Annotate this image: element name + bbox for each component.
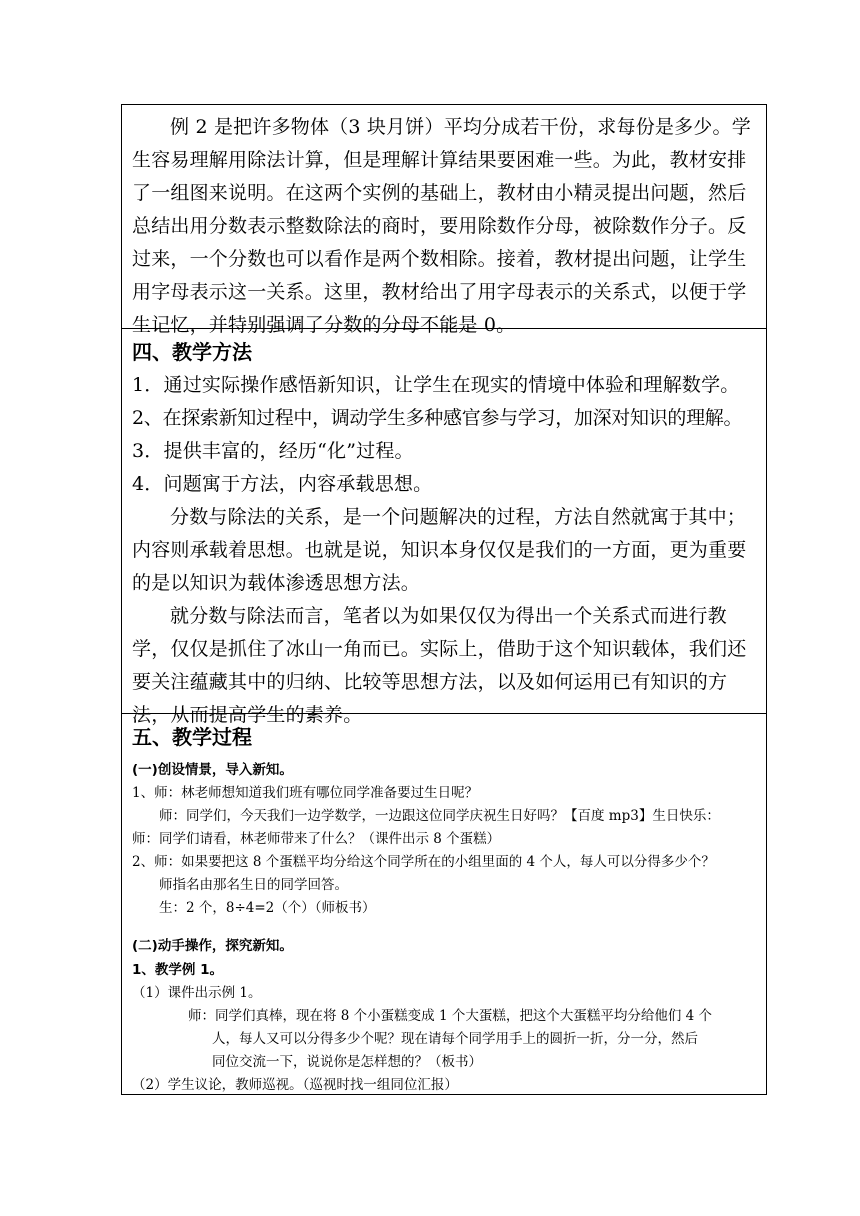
process-line: 同位交流一下，说说你是怎样想的？（板书） [212,1054,482,1070]
lesson-plan-table [121,104,767,1095]
process-line: 生：2 个，8÷4=2（个）（师板书） [159,900,376,916]
teaching-methods-cell [122,329,766,726]
method-item: 4．问题寓于方法，内容承载思想。 [132,473,433,495]
process-line: 师：同学们，今天我们一边学数学，一边跟这位同学庆祝生日好吗？【百度 mp3】生日快乐： [159,808,720,824]
method-paragraph: 就分数与除法而言，笔者以为如果仅仅为得出一个关系式而进行教学，仅仅是抓住了冰山一角而已。实际上，借助于这个知识载体，我们还要关注蕴藏其中的归纳、比较等思想方法，以及如何运用已有知识的方法，从而提高学生的素养。 [132,605,747,726]
part2-subtitle: 1、教学例 1。 [132,962,223,978]
part1-title: (一)创设情景，导入新知。 [132,762,293,778]
method-item: 1．通过实际操作感悟新知识，让学生在现实的情境中体验和理解数学。 [132,374,740,396]
teaching-process-heading: 五、教学过程 [132,725,252,749]
teaching-methods-heading: 四、教学方法 [132,340,252,364]
example2-cell [122,105,766,336]
process-line: 师：同学们请看，林老师带来了什么？（课件出示 8 个蛋糕） [132,831,501,847]
method-item: 3．提供丰富的，经历“化”过程。 [132,440,414,462]
process-line: 师：同学们真棒，现在将 8 个小蛋糕变成 1 个大蛋糕，把这个大蛋糕平均分给他们 4 个 [188,1008,713,1024]
method-item: 2、在探索新知过程中，调动学生多种感官参与学习，加深对知识的理解。 [132,407,743,429]
teaching-process-cell [122,714,766,1094]
process-line: （2）学生议论，教师巡视。（巡视时找一组同位汇报） [132,1077,458,1093]
process-line: （1）课件出示例 1。 [132,985,262,1001]
method-paragraph: 分数与除法的关系，是一个问题解决的过程，方法自然就寓于其中；内容则承载着思想。也就是说，知识本身仅仅是我们的一方面，更为重要的是以知识为载体渗透思想方法。 [132,506,747,594]
part2-title: (二)动手操作，探究新知。 [132,938,293,954]
process-line: 2、师：如果要把这 8 个蛋糕平均分给这个同学所在的小组里面的 4 个人，每人可以分得多少个？ [132,854,715,870]
process-line: 师指名由那名生日的同学回答。 [159,877,348,893]
process-line: 1、师：林老师想知道我们班有哪位同学准备要过生日呢？ [132,785,479,801]
example2-paragraph: 例 2 是把许多物体（3 块月饼）平均分成若干份，求每份是多少。学生容易理解用除法计算，但是理解计算结果要困难一些。为此，教材安排了一组图来说明。在这两个实例的基础上，教材由小精灵提出问题，然后总结出用分数表示整数除法的商时，要用除数作分母，被除数作分子。反过来，一个分数也可以看作是两个数相除。接着，教材提出问题，让学生用字母表示这一关系。这里，教材给出了用字母表示的关系式，以便于学生记忆，并特别强调了分数的分母不能是 0。 [132,116,751,336]
process-line: 人，每人又可以分得多少个呢？现在请每个同学用手上的圆折一折，分一分，然后 [212,1031,698,1047]
